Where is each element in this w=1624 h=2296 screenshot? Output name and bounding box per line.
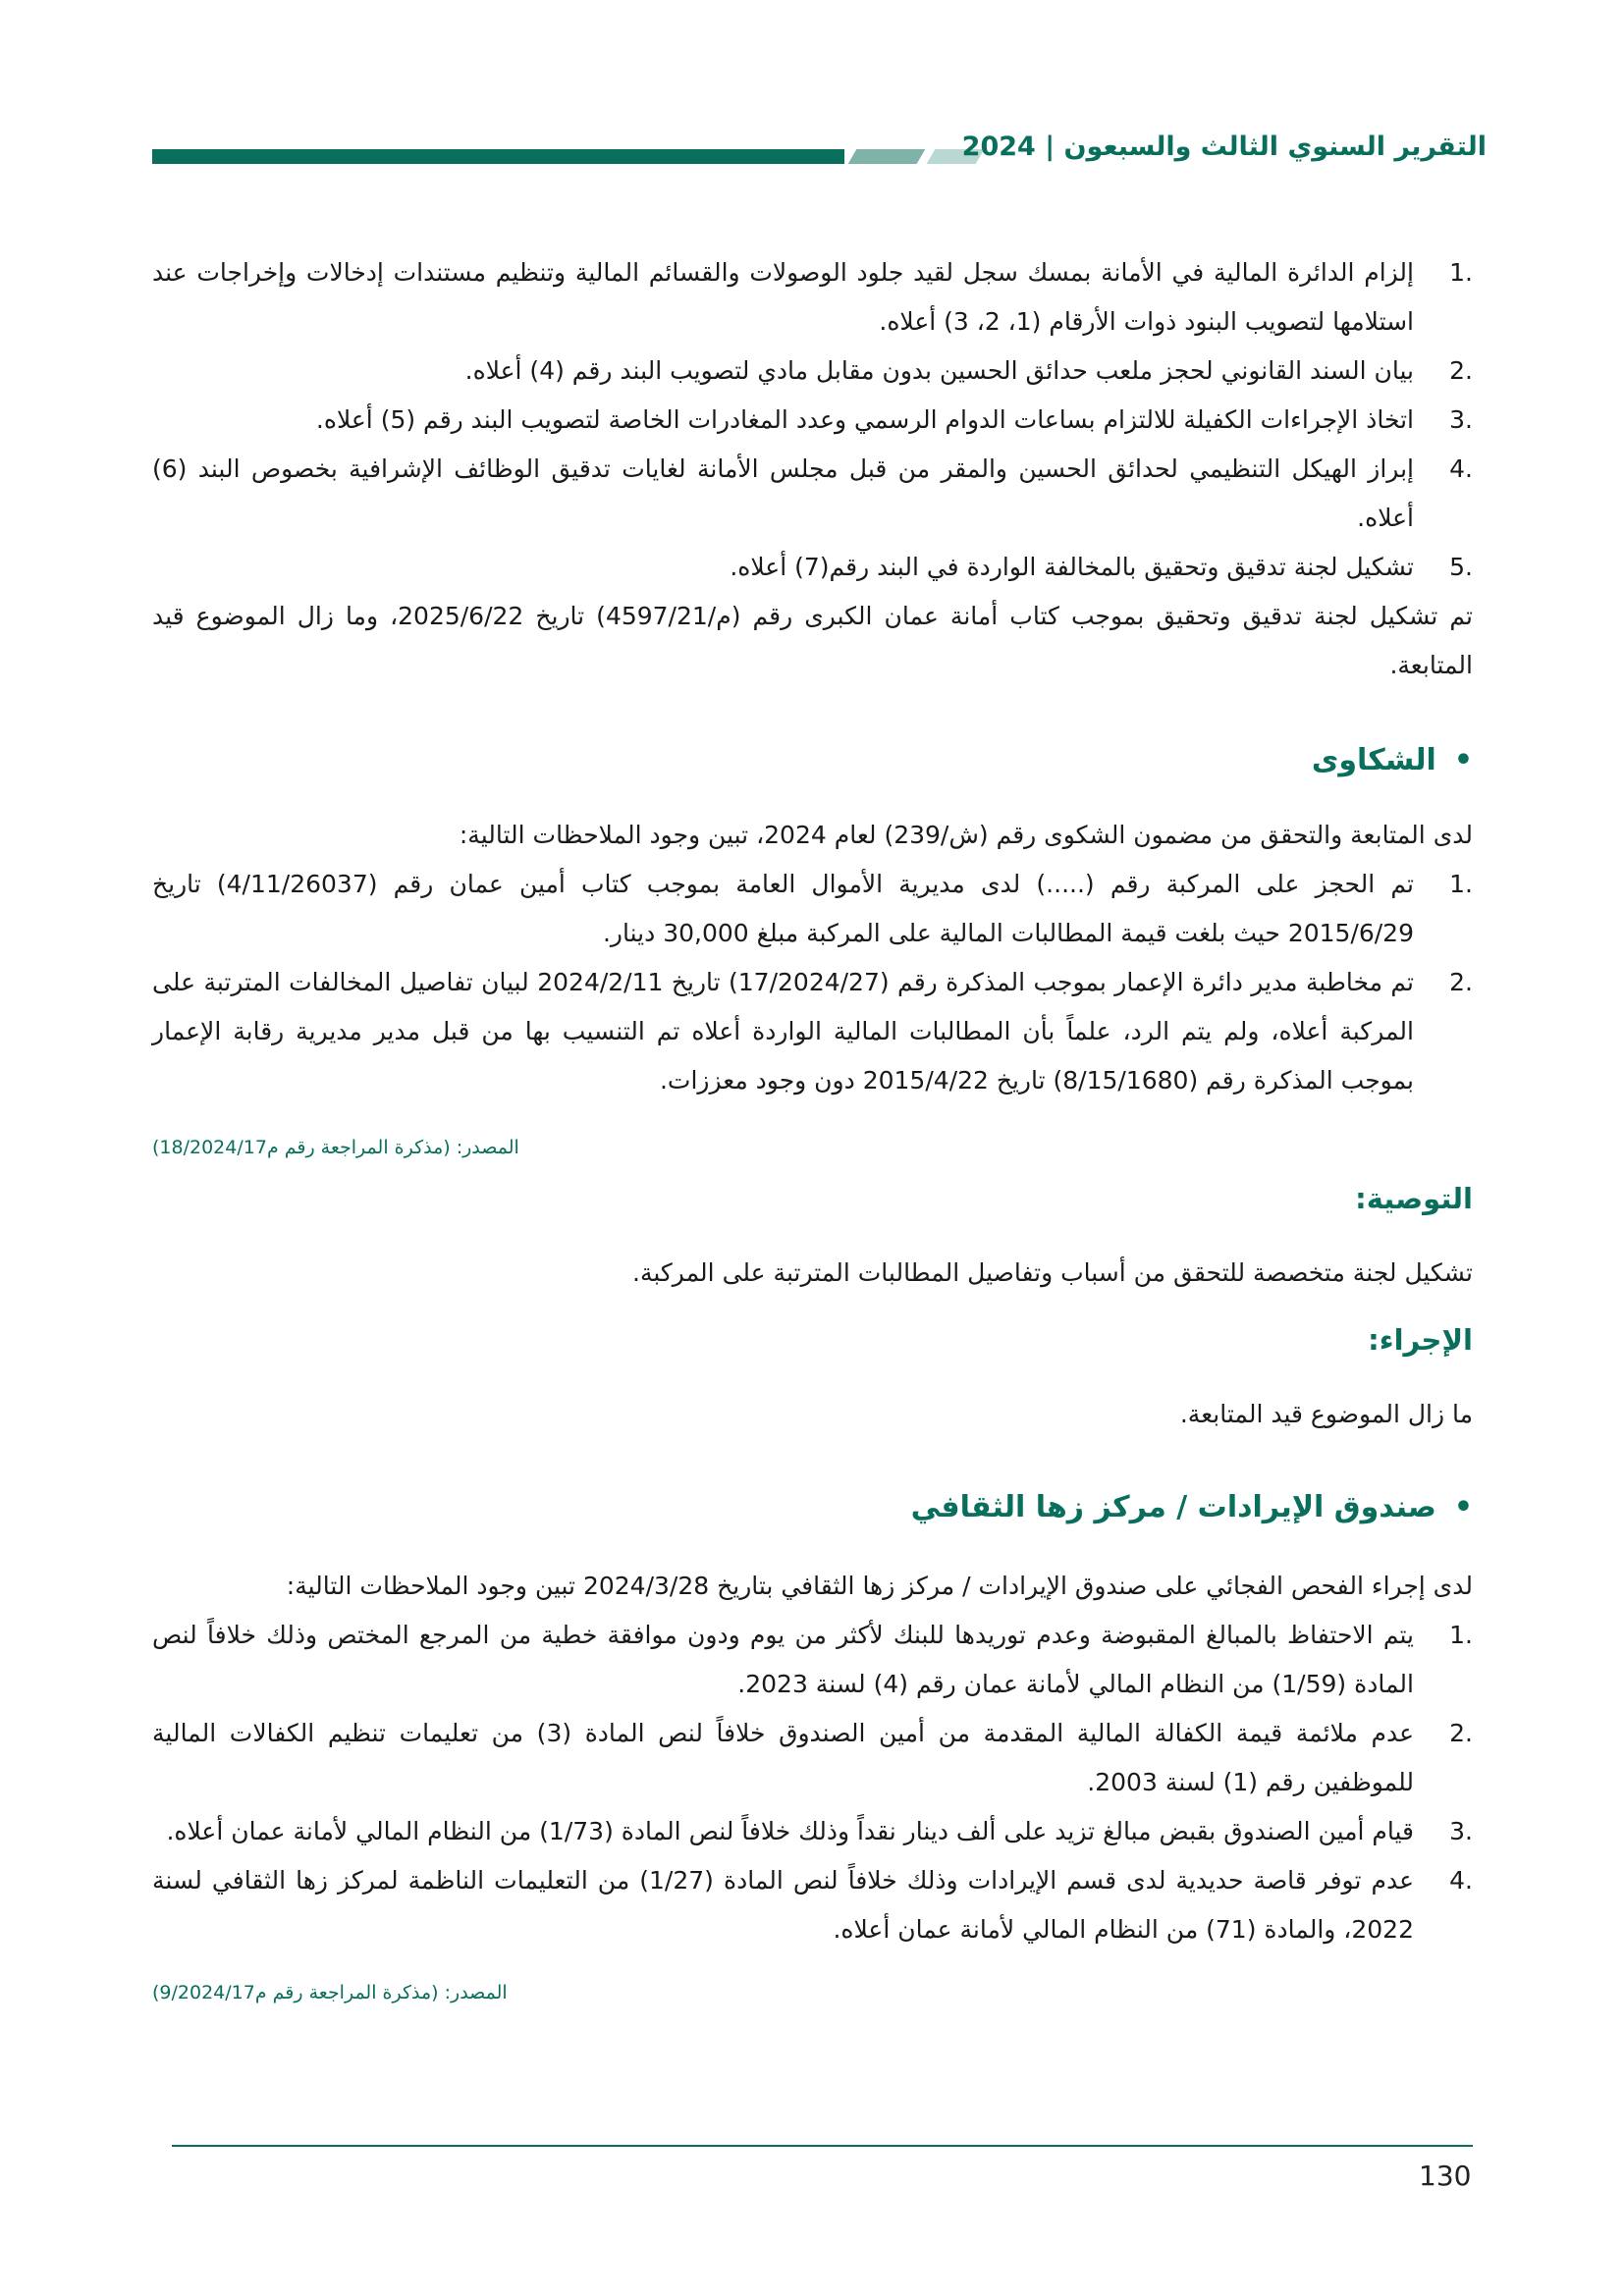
item-text: إلزام الدائرة المالية في الأمانة بمسك سجل لقيد جلود الوصولات والقسائم المالية وتنظيم مستندات إدخالات وإخراجات عند استلامها لتصويب البنود ذوات الأرقام (1، 2، 3) أعلاه. <box>152 258 1414 336</box>
list-item <box>152 1856 1473 1954</box>
source-note: المصدر: (مذكرة المراجعة رقم م9/2024/17) <box>152 1982 508 2003</box>
list-item <box>152 1807 1473 1856</box>
item-text: اتخاذ الإجراءات الكفيلة للالتزام بساعات الدوام الرسمي وعدد المغادرات الخاصة لتصويب البند رقم (5) أعلاه. <box>315 405 1414 434</box>
complaints-list <box>152 860 1473 1105</box>
page-content <box>152 248 1473 2017</box>
closing-paragraph: تم تشكيل لجنة تدقيق وتحقيق بموجب كتاب أمانة عمان الكبرى رقم (م/4597/21) تاريخ 2025/6/22، وما زال الموضوع قيد المتابعة. <box>152 602 1473 679</box>
action-heading: الإجراء: <box>1368 1323 1473 1357</box>
revenue-list <box>152 1611 1473 1954</box>
item-text: تم مخاطبة مدير دائرة الإعمار بموجب المذكرة رقم (17/2024/27) تاريخ 2024/2/11 لبيان تفاصيل المخالفات المترتبة على المركبة أعلاه، ولم يتم الرد، علماً بأن المطالبات المالية الواردة أعلاه تم التنسيب بها من قبل مدير مديرية رقابة الإعمار بموجب المذكرة رقم (8/15/1680) تاريخ 2015/4/22 دون وجود معززات. <box>152 968 1415 1095</box>
recommendations-list <box>152 248 1473 592</box>
source-note: المصدر: (مذكرة المراجعة رقم م18/2024/17) <box>152 1137 519 1158</box>
item-number: .2 <box>1449 1719 1473 1747</box>
item-number: .4 <box>1449 1866 1473 1895</box>
item-number: .1 <box>1449 258 1473 287</box>
item-text: تشكيل لجنة تدقيق وتحقيق بالمخالفة الواردة في البند رقم(7) أعلاه. <box>730 553 1414 581</box>
item-number: .1 <box>1449 1621 1473 1649</box>
header-bar-segment <box>848 149 926 164</box>
intro-paragraph: لدى إجراء الفحص الفجائي على صندوق الإيرادات / مركز زها الثقافي بتاريخ 2024/3/28 تبين وجود الملاحظات التالية: <box>286 1572 1473 1600</box>
item-number: .3 <box>1449 1817 1473 1845</box>
item-text: تم الحجز على المركبة رقم (.....) لدى مديرية الأموال العامة بموجب كتاب أمين عمان رقم (4/11/26037) تاريخ 2015/6/29 حيث بلغت قيمة المطالبات المالية على المركبة مبلغ 30,000 دينار. <box>152 870 1414 947</box>
section-heading-complaints: • الشكاوى <box>152 736 1473 785</box>
list-item <box>152 958 1473 1105</box>
item-number: .3 <box>1449 405 1473 434</box>
item-number: .5 <box>1449 553 1473 581</box>
recommendation-heading: التوصية: <box>1355 1182 1473 1215</box>
report-title: التقرير السنوي الثالث والسبعون | 2024 <box>961 132 1487 162</box>
item-text: عدم توفر قاصة حديدية لدى قسم الإيرادات وذلك خلافاً لنص المادة (1/27) من التعليمات الناظمة لمركز زها الثقافي لسنة 2022، والمادة (71) من النظام المالي لأمانة عمان أعلاه. <box>152 1866 1414 1944</box>
list-item <box>152 543 1473 592</box>
action-text: ما زال الموضوع قيد المتابعة. <box>1179 1400 1473 1428</box>
footer-divider <box>172 2145 1473 2147</box>
header-bar <box>152 149 844 164</box>
item-text: عدم ملائمة قيمة الكفالة المالية المقدمة من أمين الصندوق خلافاً لنص المادة (3) من تعليمات تنظيم الكفالات المالية للموظفين رقم (1) لسنة 2003. <box>152 1719 1415 1796</box>
recommendation-text: تشكيل لجنة متخصصة للتحقق من أسباب وتفاصيل المطالبات المترتبة على المركبة. <box>632 1258 1473 1287</box>
list-item <box>152 1611 1473 1709</box>
item-number: .1 <box>1449 870 1473 898</box>
list-item <box>152 445 1473 543</box>
list-item <box>152 347 1473 396</box>
page-number: 130 <box>1419 2160 1472 2192</box>
intro-paragraph: لدى المتابعة والتحقق من مضمون الشكوى رقم (ش/239) لعام 2024، تبين وجود الملاحظات التالية: <box>459 821 1473 849</box>
item-number: .2 <box>1449 356 1473 385</box>
list-item <box>152 1709 1473 1807</box>
item-number: .4 <box>1449 454 1473 483</box>
item-text: بيان السند القانوني لحجز ملعب حدائق الحسين بدون مقابل مادي لتصويب البند رقم (4) أعلاه. <box>464 356 1414 385</box>
list-item <box>152 396 1473 445</box>
list-item <box>152 248 1473 347</box>
list-item <box>152 860 1473 958</box>
item-number: .2 <box>1449 968 1473 996</box>
item-text: قيام أمين الصندوق بقبض مبالغ تزيد على ألف دينار نقداً وذلك خلافاً لنص المادة (1/73) من النظام المالي لأمانة عمان أعلاه. <box>166 1817 1414 1845</box>
section-heading-revenue: • صندوق الإيرادات / مركز زها الثقافي <box>152 1483 1473 1532</box>
item-text: يتم الاحتفاظ بالمبالغ المقبوضة وعدم توريدها للبنك لأكثر من يوم ودون موافقة خطية من المرجع المختص وذلك خلافاً لنص المادة (1/59) من النظام المالي لأمانة عمان رقم (4) لسنة 2023. <box>152 1621 1414 1698</box>
item-text: إبراز الهيكل التنظيمي لحدائق الحسين والمقر من قبل مجلس الأمانة لغايات تدقيق الوظائف الإشرافية بخصوص البند (6) أعلاه. <box>152 454 1414 532</box>
